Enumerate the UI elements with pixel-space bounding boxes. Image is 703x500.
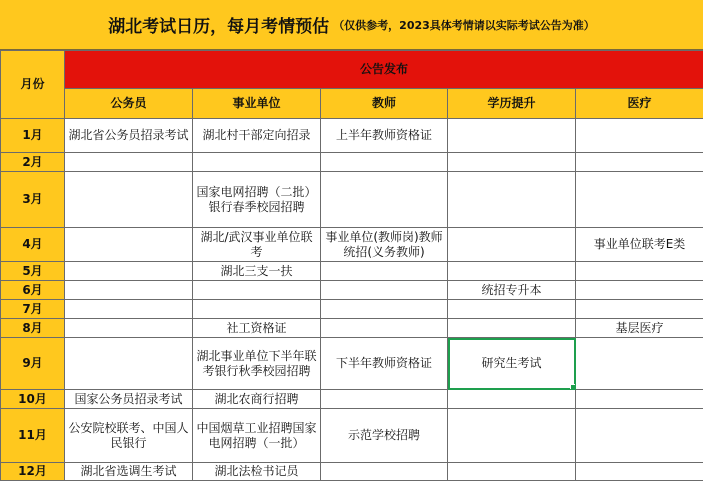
table-cell[interactable] — [576, 119, 703, 153]
category-header-civil-servant[interactable]: 公务员 — [65, 89, 193, 119]
selected-cell[interactable] — [448, 338, 576, 390]
table-cell[interactable] — [448, 319, 576, 338]
table-row — [1, 409, 703, 463]
month-cell[interactable]: 10月 — [1, 390, 65, 409]
table-cell[interactable]: 国家公务员招录考试 — [65, 390, 193, 409]
table-cell[interactable] — [576, 390, 703, 409]
table-cell[interactable] — [448, 172, 576, 228]
table-cell[interactable] — [576, 300, 703, 319]
table-cell[interactable] — [448, 262, 576, 281]
table-cell-text: 研究生考试 — [481, 356, 542, 370]
table-cell[interactable]: 事业单位(教师岗)教师统招(义务教师) — [321, 228, 448, 262]
month-cell[interactable]: 6月 — [1, 281, 65, 300]
table-cell[interactable] — [65, 281, 193, 300]
table-cell[interactable] — [321, 281, 448, 300]
table-cell[interactable] — [321, 319, 448, 338]
category-header-education[interactable]: 学历提升 — [448, 89, 576, 119]
table-row — [1, 262, 703, 281]
table-row — [1, 153, 703, 172]
table-row — [1, 300, 703, 319]
table-cell[interactable]: 下半年教师资格证 — [321, 338, 448, 390]
category-header-teacher[interactable]: 教师 — [321, 89, 448, 119]
table-cell[interactable] — [193, 281, 321, 300]
table-cell[interactable] — [448, 300, 576, 319]
notice-header[interactable]: 公告发布 — [65, 51, 703, 89]
table-cell[interactable] — [321, 300, 448, 319]
table-row — [1, 338, 703, 390]
table-cell[interactable] — [65, 172, 193, 228]
month-cell[interactable]: 1月 — [1, 119, 65, 153]
month-column-header[interactable]: 月份 — [1, 51, 65, 119]
table-row — [1, 281, 703, 300]
table-row — [1, 119, 703, 153]
exam-calendar-table — [0, 50, 703, 481]
table-cell[interactable]: 上半年教师资格证 — [321, 119, 448, 153]
table-cell[interactable]: 示范学校招聘 — [321, 409, 448, 463]
table-cell[interactable]: 湖北法检书记员 — [193, 463, 321, 481]
month-cell[interactable]: 8月 — [1, 319, 65, 338]
table-cell[interactable] — [448, 463, 576, 481]
table-cell[interactable] — [576, 409, 703, 463]
table-cell[interactable] — [576, 172, 703, 228]
table-cell[interactable]: 湖北/武汉事业单位联考 — [193, 228, 321, 262]
table-cell[interactable] — [65, 300, 193, 319]
table-cell[interactable] — [321, 262, 448, 281]
table-cell[interactable] — [65, 153, 193, 172]
table-cell[interactable] — [576, 463, 703, 481]
month-cell[interactable]: 7月 — [1, 300, 65, 319]
table-cell[interactable]: 社工资格证 — [193, 319, 321, 338]
table-cell[interactable] — [193, 300, 321, 319]
table-cell[interactable] — [321, 153, 448, 172]
category-header-public-institution[interactable]: 事业单位 — [193, 89, 321, 119]
month-cell[interactable]: 5月 — [1, 262, 65, 281]
month-cell[interactable]: 9月 — [1, 338, 65, 390]
table-cell[interactable]: 湖北事业单位下半年联考银行秋季校园招聘 — [193, 338, 321, 390]
table-cell[interactable]: 湖北三支一扶 — [193, 262, 321, 281]
table-cell[interactable] — [576, 153, 703, 172]
page-title: 湖北考试日历，每月考情预估 — [108, 17, 330, 37]
table-row — [1, 390, 703, 409]
table-cell[interactable] — [321, 172, 448, 228]
month-cell[interactable]: 4月 — [1, 228, 65, 262]
category-header-medical[interactable]: 医疗 — [576, 89, 703, 119]
table-cell[interactable]: 湖北省公务员招录考试 — [65, 119, 193, 153]
table-cell[interactable] — [448, 228, 576, 262]
table-cell[interactable] — [321, 390, 448, 409]
table-row — [1, 319, 703, 338]
month-cell[interactable]: 12月 — [1, 463, 65, 481]
table-cell[interactable]: 事业单位联考E类 — [576, 228, 703, 262]
table-cell[interactable]: 湖北省选调生考试 — [65, 463, 193, 481]
table-row — [1, 172, 703, 228]
title-banner — [0, 0, 703, 50]
table-cell[interactable] — [576, 281, 703, 300]
table-cell[interactable]: 国家电网招聘（二批）银行春季校园招聘 — [193, 172, 321, 228]
table-cell[interactable] — [321, 463, 448, 481]
month-cell[interactable]: 11月 — [1, 409, 65, 463]
title-note: （仅供参考，2023具体考情请以实际考试公告为准） — [333, 18, 595, 32]
table-cell[interactable] — [576, 262, 703, 281]
table-cell[interactable]: 湖北村干部定向招录 — [193, 119, 321, 153]
table-cell[interactable] — [448, 153, 576, 172]
table-cell[interactable] — [193, 153, 321, 172]
table-cell[interactable] — [65, 319, 193, 338]
table-row — [1, 463, 703, 481]
table-cell[interactable] — [448, 409, 576, 463]
table-cell[interactable] — [65, 228, 193, 262]
table-cell[interactable] — [65, 262, 193, 281]
fill-handle[interactable] — [570, 384, 576, 390]
table-cell[interactable]: 基层医疗 — [576, 319, 703, 338]
table-cell[interactable] — [65, 338, 193, 390]
table-row — [1, 228, 703, 262]
table-cell[interactable]: 公安院校联考、中国人民银行 — [65, 409, 193, 463]
table-cell[interactable]: 湖北农商行招聘 — [193, 390, 321, 409]
table-cell[interactable] — [448, 390, 576, 409]
table-cell[interactable]: 统招专升本 — [448, 281, 576, 300]
table-cell[interactable] — [448, 119, 576, 153]
month-cell[interactable]: 3月 — [1, 172, 65, 228]
table-cell[interactable] — [576, 338, 703, 390]
table-cell[interactable]: 中国烟草工业招聘国家电网招聘（一批） — [193, 409, 321, 463]
month-cell[interactable]: 2月 — [1, 153, 65, 172]
